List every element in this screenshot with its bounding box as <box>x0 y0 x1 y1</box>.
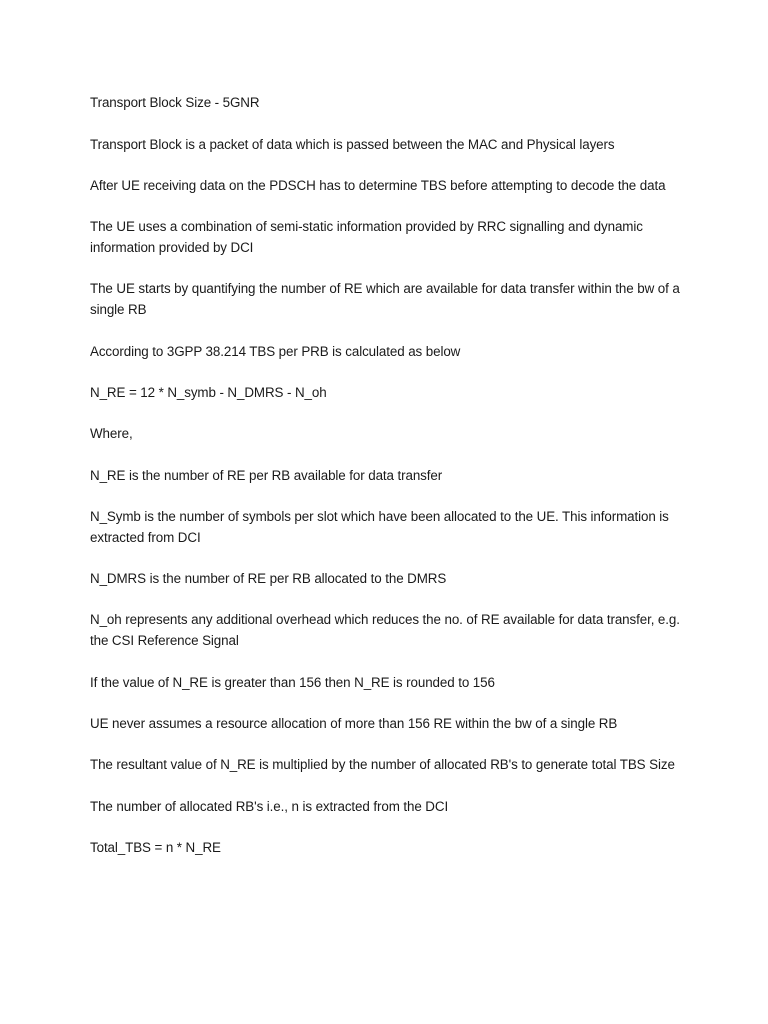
definition-n-dmrs: N_DMRS is the number of RE per RB allocated to the DMRS <box>90 571 447 586</box>
formula-total-tbs: Total_TBS = n * N_RE <box>90 840 221 855</box>
paragraph-3gpp-reference: According to 3GPP 38.214 TBS per PRB is calculated as below <box>90 344 461 359</box>
formula-n-re: N_RE = 12 * N_symb - N_DMRS - N_oh <box>90 385 327 400</box>
paragraph-ue-quantify-re: The UE starts by quantifying the number of RE which are available for data transfer within the bw of a single RB <box>90 281 680 317</box>
definition-n-oh: N_oh represents any additional overhead which reduces the no. of RE available for data transfer, e.g. the CSI Reference Signal <box>90 612 680 648</box>
definition-n-re: N_RE is the number of RE per RB available for data transfer <box>90 468 443 483</box>
document-title: Transport Block Size - 5GNR <box>90 95 260 110</box>
paragraph-total-tbs-size: The resultant value of N_RE is multiplied by the number of allocated RB's to generate total TBS Size <box>90 757 675 772</box>
paragraph-ue-determine-tbs: After UE receiving data on the PDSCH has to determine TBS before attempting to decode the data <box>90 178 666 193</box>
paragraph-n-re-rounding: If the value of N_RE is greater than 156 then N_RE is rounded to 156 <box>90 675 495 690</box>
paragraph-transport-block-definition: Transport Block is a packet of data which is passed between the MAC and Physical layers <box>90 137 615 152</box>
paragraph-ue-information-sources: The UE uses a combination of semi-static information provided by RRC signalling and dynamic information provided by DCI <box>90 219 643 255</box>
definition-n-symb: N_Symb is the number of symbols per slot which have been allocated to the UE. This information is extracted from DCI <box>90 509 669 545</box>
paragraph-allocated-rbs: The number of allocated RB's i.e., n is extracted from the DCI <box>90 799 449 814</box>
paragraph-where: Where, <box>90 426 133 441</box>
paragraph-max-re-allocation: UE never assumes a resource allocation of more than 156 RE within the bw of a single RB <box>90 716 618 731</box>
